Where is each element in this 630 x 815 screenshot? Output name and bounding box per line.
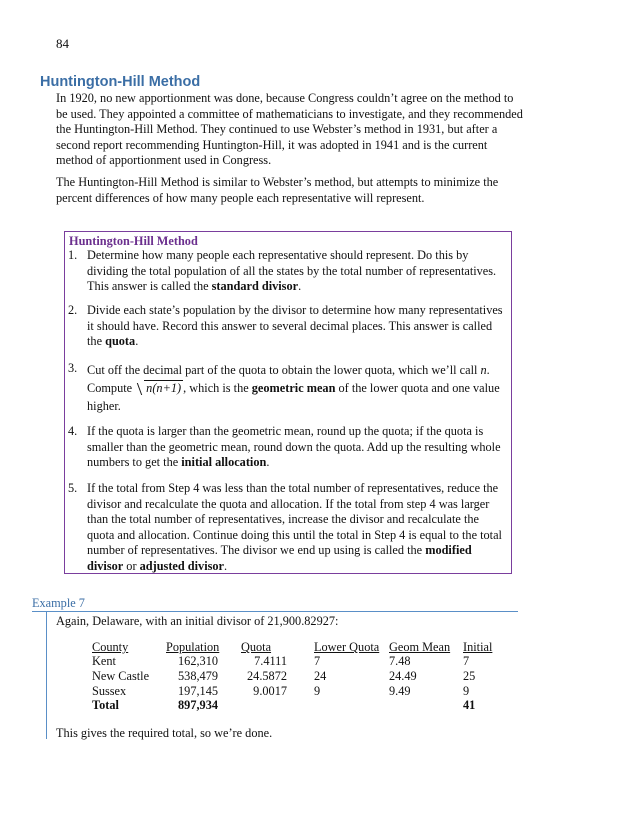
table-header: Population — [166, 640, 220, 654]
table-cell: 197,145 — [178, 684, 218, 698]
table-cell: 7 — [314, 654, 321, 668]
section-title: Huntington-Hill Method — [40, 74, 201, 90]
table-header: Lower Quota — [314, 640, 380, 654]
table-cell: New Castle — [92, 669, 150, 683]
box-title: Huntington-Hill Method — [69, 234, 198, 248]
table-cell: 24.49 — [389, 669, 417, 683]
table-cell: Sussex — [92, 684, 127, 698]
intro-paragraph-2: The Huntington-Hill Method is similar to Webster’s method, but attempts to minimize the percent differences of how many people each representative will represent. — [56, 175, 499, 205]
step-text: If the quota is larger than the geometric mean, round up the quota; if the quota is smaller than the geometric mean, round down the quota. Add up the resulting whole numbers to get the initial allocation. — [87, 424, 501, 470]
step-number: 3. — [68, 361, 78, 375]
table-cell: Kent — [92, 654, 116, 668]
example-intro: Again, Delaware, with an initial divisor of 21,900.82927: — [56, 614, 339, 628]
step-text: If the total from Step 4 was less than the total number of representatives, reduce the divisor and recalculate the quota and allocation. If the total from step 4 was larger than the total number of representatives, increase the divisor and recalculate the quota and allocation. Continue doing this until the total in Step 4 is equal to the total number of representatives. The divisor we end up using is called the modified divisor or adjusted divisor. — [87, 481, 502, 573]
table-cell: 9.0017 — [253, 684, 287, 698]
table-cell: 162,310 — [178, 654, 218, 668]
table-cell: 24 — [314, 669, 327, 683]
table-total-label: Total — [92, 698, 119, 712]
step-text: Cut off the decimal part of the quota to obtain the lower quota, which we’ll call n. Compute n(n+1) , which is the geometric mean of the lower quota and one value higher. — [87, 363, 500, 413]
table-cell: 25 — [463, 669, 476, 683]
step-text: Divide each state’s population by the divisor to determine how many representatives it should have. Record this answer to several decimal places. This answer is called the quota. — [87, 303, 503, 349]
intro-paragraph-1: In 1920, no new apportionment was done, because Congress couldn’t agree on the method to be used. They appointed a committee of mathematicians to investigate, and they recommended the Huntington-Hill Method. They continued to use Webster’s method in 1931, but after a second report recommending Huntington-Hill, it was adopted in 1941 and is the current method of apportionment used in Congress. — [56, 91, 523, 168]
table-header: Quota — [241, 640, 272, 654]
example-outro: This gives the required total, so we’re done. — [56, 726, 273, 740]
table-cell: 9.49 — [389, 684, 411, 698]
step-number: 1. — [68, 248, 78, 262]
step-text: Determine how many people each representative should represent. Do this by dividing the total population of all the states by the total number of representatives. This answer is called the standard divisor. — [87, 248, 497, 294]
table-cell: 9 — [463, 684, 470, 698]
table-cell: 7.4111 — [254, 654, 287, 668]
table-total-population: 897,934 — [178, 698, 218, 712]
table-header: County — [92, 640, 129, 654]
table-total-initial: 41 — [463, 698, 476, 712]
table-cell: 538,479 — [178, 669, 218, 683]
table-cell: 24.5872 — [247, 669, 287, 683]
table-header: Geom Mean — [389, 640, 451, 654]
table-cell: 7.48 — [389, 654, 411, 668]
step-number: 5. — [68, 481, 78, 495]
step-number: 2. — [68, 303, 78, 317]
sqrt-expression: n(n+1) — [135, 379, 183, 397]
example-label: Example 7 — [32, 596, 85, 610]
step-number: 4. — [68, 424, 78, 438]
table-cell: 7 — [463, 654, 470, 668]
page-number: 84 — [56, 36, 69, 51]
table-cell: 9 — [314, 684, 321, 698]
table-header: Initial — [463, 640, 493, 654]
